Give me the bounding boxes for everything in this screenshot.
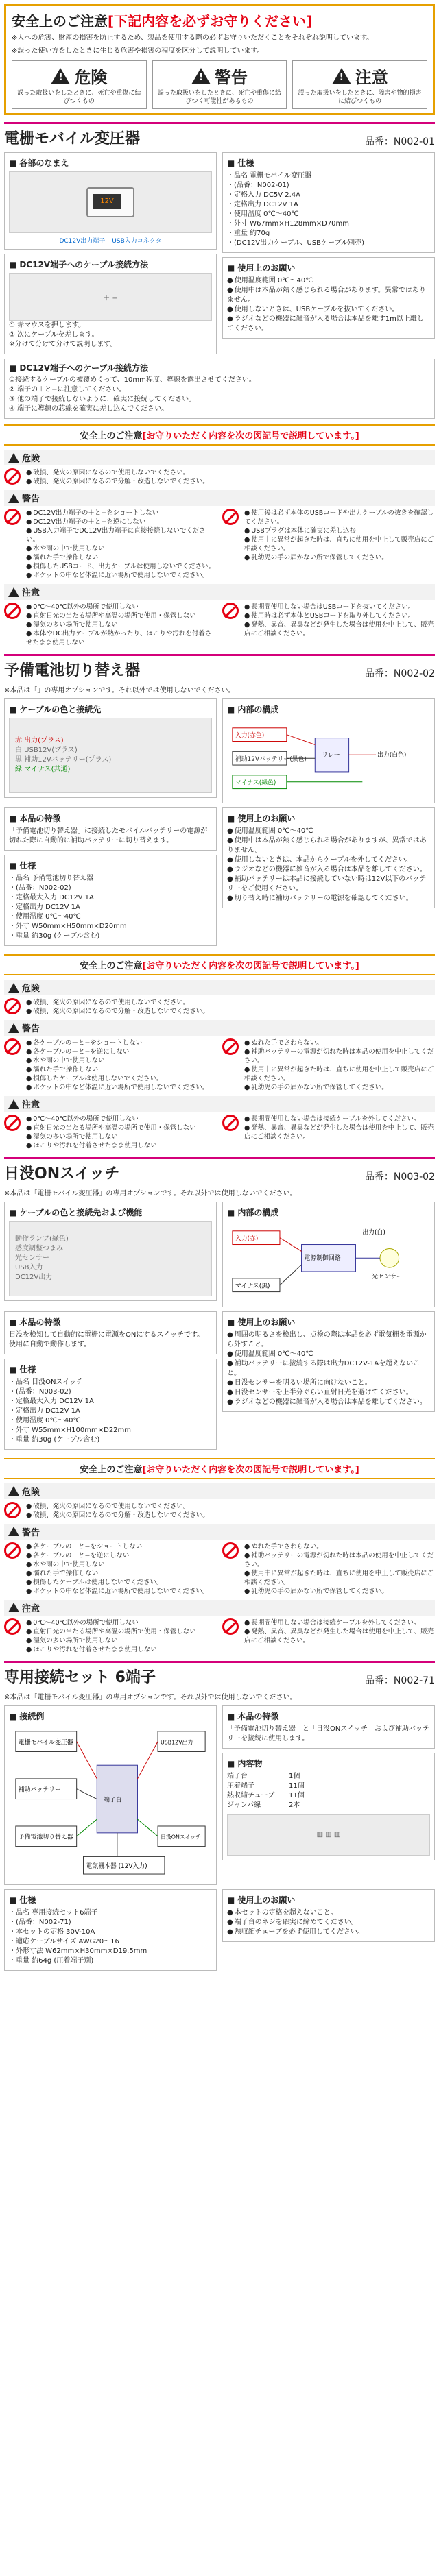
warning-triangle-icon xyxy=(8,1527,19,1536)
danger-block xyxy=(4,450,435,486)
warn-line: ● 長期間使用しない場合はUSBコードを抜いてください。 xyxy=(244,603,435,611)
diagram-label: 補助バッテリー xyxy=(18,1786,61,1794)
warn-line: ● 0℃〜40℃以外の場所で使用しない xyxy=(26,1618,217,1627)
inner-label: リレー xyxy=(322,752,340,760)
warning-header xyxy=(4,424,435,446)
prohibited-icon xyxy=(222,603,239,619)
purpose-panel xyxy=(222,1705,435,1749)
spec-line: ・ 外寸 W50mm×H50mm×D20mm xyxy=(9,922,212,932)
inner-label: マイナス(黒) xyxy=(235,1283,270,1291)
warn-line: ● ぬれた手でさわらない。 xyxy=(244,1038,435,1047)
warn-line: ● 各ケーブルの＋と−をショートしない xyxy=(26,1542,217,1551)
spec-panel xyxy=(222,152,435,253)
panel-heading: ■ DC12V端子へのケーブル接続方法 xyxy=(9,258,212,270)
cable-label: 感度調整つまみ xyxy=(15,1245,63,1253)
connection-example-panel xyxy=(4,1705,217,1885)
contents-qty: 11個 xyxy=(289,1791,305,1799)
hazard-desc: 誤った取扱いをしたときに、死亡や重傷に結びつく可能性があるもの xyxy=(158,90,282,105)
hazard-caution xyxy=(292,60,427,109)
purpose-line: 「予備電池切り替え器」と「日没ONスイッチ」および補助バッテリーを接続に使用します。 xyxy=(227,1725,429,1742)
diagram-label: 端子台 xyxy=(104,1797,122,1804)
prohibited-icon xyxy=(4,603,21,619)
inner-label: 入力(赤) xyxy=(235,1236,259,1243)
hazard-desc: 誤った取扱いをしたときに、障害や物的損害に結びつくもの xyxy=(298,90,422,105)
danger-block xyxy=(4,980,435,1016)
usage-line: ● ラジオなどの機器に雑音が入る場合は本品を離してください。 xyxy=(227,865,430,875)
spec-line: ・ 使用温度 0℃〜40℃ xyxy=(9,912,212,922)
caution-block xyxy=(4,1600,435,1654)
section-title: 日没ONスイッチ xyxy=(4,1165,120,1183)
panel-heading: ■ 内部の構成 xyxy=(227,703,430,715)
spec-line: ・ 本セットの定格 30V-10A xyxy=(9,1928,212,1937)
warn-tag-label: 注意 xyxy=(22,1603,40,1614)
cable-panel xyxy=(4,698,217,798)
section-note: ※本品は「電栅モバイル変圧器」の専用オプションです。それ以外では使用しないでください。 xyxy=(4,1693,297,1701)
usage-line: ● 日没センサーを明るい場所に向けないこと。 xyxy=(227,1378,430,1388)
spec-line: ・ 使用温度 0℃〜40℃ xyxy=(9,1416,212,1426)
warn-line: ● 湿気の多い場所で使用しない xyxy=(26,620,217,629)
warn-line: ● 破損、発火の原因になるので使用しないでください。 xyxy=(26,1502,435,1511)
warn-line: ● USB入力端子でDC12V出力端子に直接接続しないでください。 xyxy=(26,526,217,544)
warn-line: ● 0℃〜40℃以外の場所で使用しない xyxy=(26,1115,217,1123)
warning-header-text: 安全上のご注意 xyxy=(80,431,143,441)
inner-label: 補助12Vバッテリー(黒色) xyxy=(235,756,307,764)
panel-heading: ■ 使用上のお願い xyxy=(227,262,430,274)
prohibited-icon xyxy=(4,1115,21,1131)
cable-note: ③ 他の端子で接続しないように、確実に接続してください。 xyxy=(9,396,196,403)
section-sunset-switch xyxy=(4,1157,435,1653)
section-title: 専用接続セット 6端子 xyxy=(4,1668,156,1686)
hazard-danger xyxy=(12,60,147,109)
warn-line: ● ポケットの中など体温に近い場所で使用しないでください。 xyxy=(26,571,217,580)
panel-heading: ■ 接続例 xyxy=(9,1710,212,1722)
spec-line: ・ (品番：N002-01) xyxy=(227,181,430,191)
prohibited-icon xyxy=(4,509,21,525)
warn-line: ● 使用中に異常が起きた時は、直ちに使用を中止して販売店にご相談ください。 xyxy=(244,535,435,553)
caution-block xyxy=(4,1096,435,1150)
usage-line: ● 熱収縮チューブを必ず使用してください。 xyxy=(227,1928,430,1937)
spec-line: ・ 使用温度 0℃〜40℃ xyxy=(227,210,430,219)
panel-heading: ■ 仕様 xyxy=(9,1894,212,1906)
prohibited-icon xyxy=(222,1115,239,1131)
step-line: ※分けて分けて分けて説明します。 xyxy=(9,341,117,348)
diagram-label: 日没ONスイッチ xyxy=(161,1834,202,1840)
warning-triangle-icon xyxy=(8,1023,19,1033)
switch-photo xyxy=(9,1221,212,1296)
cable-label: 赤 出力(プラス) xyxy=(15,737,64,744)
hazard-word: 危険 xyxy=(74,68,108,87)
warn-line: ● 直射日光の当たる場所や高温の場所で使用・保管しない xyxy=(26,611,217,620)
panel-heading: ■ ケーブルの色と接続先 xyxy=(9,703,212,715)
warn-line: ● 補助バッテリーの電源が切れた時は本品の使用を中止してください。 xyxy=(244,1551,435,1569)
warn-line: ● ポケットの中など体温に近い場所で使用しないでください。 xyxy=(26,1587,217,1596)
spec-line: ・ (品番：N002-02) xyxy=(9,884,212,893)
usage-line: ● 使用温度範囲 0℃〜40℃ xyxy=(227,827,430,836)
warn-line: ● DC12V出力端子の＋と−をショートしない xyxy=(26,509,217,518)
warn-line: ● ほこりや汚れを付着させたまま使用しない xyxy=(26,1645,217,1654)
warn-line: ● ほこりや汚れを付着させたまま使用しない xyxy=(26,1141,217,1150)
prohibited-icon xyxy=(4,1542,21,1559)
prohibited-icon xyxy=(4,998,21,1014)
spec-line: ・ 外寸 W55mm×H100mm×D22mm xyxy=(9,1426,212,1435)
spec-line: ・ 定格入力 DC5V 2.4A xyxy=(227,191,430,200)
purpose-line: 「予備電池切り替え器」に接続したモバイルバッテリーの電源が切れた際に自動的に補助バッテリーに切り替えます。 xyxy=(9,827,208,845)
usage-panel xyxy=(222,807,435,908)
usage-line: ● 使用しないときは、USBケーブルを抜いてください。 xyxy=(227,305,430,315)
usage-line: ● ラジオなどの機器に雑音が入る場合は本品を離す1m以上離してください。 xyxy=(227,315,430,334)
cable-note: ④ 端子に導線の芯線を確実に差し込んでください。 xyxy=(9,405,169,413)
cable-note: ② 端子の＋と−に注意してください。 xyxy=(9,386,126,393)
warn-line: ● 発熱、異音、異臭などが発生した場合は使用を中止して、販売店にご相談ください。 xyxy=(244,1627,435,1645)
parts-panel xyxy=(4,152,217,250)
warn-line: ● 破損、発火の原因になるので分解・改造しないでください。 xyxy=(26,1511,435,1520)
warn-tag-label: 警告 xyxy=(22,1527,40,1538)
safety-intro-1: ※人への危害、財産の損害を防止するため、製品を使用する際の必ずお守りいただくことをそれぞれ説明しています。 xyxy=(12,34,374,42)
spec-line: ・ 外形寸法 W62mm×H30mm×D19.5mm xyxy=(9,1947,212,1956)
warn-line: ● 湿気の多い場所で使用しない xyxy=(26,1636,217,1645)
diagram-label: USB12V出力 xyxy=(161,1739,193,1746)
usage-line: ● 使用中は本品が熱く感じられる場合があります。異常ではありません。 xyxy=(227,286,430,305)
panel-heading: ■ 使用上のお願い xyxy=(227,1894,430,1906)
usage-line: ● 使用しないときは、本品からケーブルを外してください。 xyxy=(227,855,430,865)
contents-row xyxy=(227,1791,430,1801)
warn-line: ● 直射日光の当たる場所や高温の場所で使用・保管しない xyxy=(26,1123,217,1132)
warn-line: ● 使用時は必ず本体とUSBコードを取り外してください。 xyxy=(244,611,435,620)
panel-heading: ■ 各部のなまえ xyxy=(9,157,212,169)
warning-triangle-icon xyxy=(8,983,19,993)
inner-circuit-diagram xyxy=(227,1221,430,1302)
warn-line: ● 乳幼児の手の届かない所で保管してください。 xyxy=(244,1083,435,1092)
warn-line: ● 破損、発火の原因になるので分解・改造しないでください。 xyxy=(26,1007,435,1016)
page xyxy=(0,4,439,1989)
prohibited-icon xyxy=(4,468,21,485)
contents-row xyxy=(227,1782,430,1791)
cable-label: 光センサー xyxy=(15,1254,49,1263)
inner-label: 電源制御回路 xyxy=(304,1255,341,1263)
warn-line: ● 補助バッテリーの電源が切れた時は本品の使用を中止してください。 xyxy=(244,1047,435,1065)
warning-triangle-icon xyxy=(332,68,351,84)
warn-tag-label: 危険 xyxy=(22,1487,40,1498)
warning-triangle-icon xyxy=(8,587,19,597)
inner-label: 光センサー xyxy=(372,1274,403,1281)
warning-triangle-icon xyxy=(8,453,19,463)
panel-heading: ■ 使用上のお願い xyxy=(227,812,430,824)
cable-note-box xyxy=(4,359,435,419)
panel-heading: ■ 仕様 xyxy=(9,1363,212,1375)
spec-line: ・ 重量 約30g (ケーブル含む) xyxy=(9,1435,212,1445)
usage-panel xyxy=(222,257,435,339)
spec-line: ・ 定格出力 DC12V 1A xyxy=(227,200,430,210)
warn-line: ● 破損、発火の原因になるので使用しないでください。 xyxy=(26,998,435,1007)
warn-line: ● 水や雨の中で使用しない xyxy=(26,544,217,553)
usage-line: ● 切り替え時に補助バッテリーの電源を確認してください。 xyxy=(227,894,430,903)
spec-panel xyxy=(4,1889,217,1971)
contents-row xyxy=(227,1801,430,1810)
warn-line: ● 損傷したUSBコード、出力ケーブルは使用しないでください。 xyxy=(26,562,217,571)
connection-diagram xyxy=(9,1725,212,1880)
hazard-warning xyxy=(152,60,287,109)
warning-triangle-icon xyxy=(8,1603,19,1612)
warn-line: ● 発熱、異音、異臭などが発生した場合は使用を中止して、販売店にご相談ください。 xyxy=(244,1123,435,1141)
safety-header xyxy=(4,4,435,115)
warn-line: ● 0℃〜40℃以外の場所で使用しない xyxy=(26,603,217,611)
panel-heading: ■ 本品の特徴 xyxy=(9,812,212,824)
warn-tag-label: 警告 xyxy=(22,1024,40,1035)
spec-line: ・ (DC12V出力ケーブル、USBケーブル別売) xyxy=(227,239,430,248)
contents-qty: 1個 xyxy=(289,1772,300,1780)
spec-line: ・ 定格出力 DC12V 1A xyxy=(9,1407,212,1416)
safety-title-bracket: [下記内容を必ずお守りください] xyxy=(108,13,313,29)
warning-header xyxy=(4,954,435,975)
contents-name: 熱収縮チューブ xyxy=(227,1791,275,1799)
warn-line: ● 損傷したケーブルは使用しないでください。 xyxy=(26,1074,217,1083)
prohibited-icon xyxy=(4,1038,21,1055)
diagram-label: 電栅モバイル変圧器 xyxy=(18,1739,73,1747)
warn-line: ● 濡れた手で操作しない xyxy=(26,553,217,562)
spec-line: ・ 重量 約30g (ケーブル含む) xyxy=(9,932,212,941)
panel-heading: ■ DC12V端子へのケーブル接続方法 xyxy=(9,363,430,373)
inner-panel xyxy=(222,1202,435,1307)
usage-line: ● 周囲の明るさを検出し、点検の際は本品を必ず電気栅を電源から外すこと。 xyxy=(227,1330,430,1350)
spec-line: ・ 定格最大入力 DC12V 1A xyxy=(9,1397,212,1407)
warn-line: ● 使用中に異常が起きた時は、直ちに使用を中止して販売店にご相談ください。 xyxy=(244,1569,435,1587)
section-title: 電栅モバイル変圧器 xyxy=(4,130,141,147)
cable-label: 動作ランプ(緑色) xyxy=(15,1235,69,1243)
spec-line: ・ 外寸 W67mm×H128mm×D70mm xyxy=(227,219,430,229)
warn-line: ● USBプラグは本体に確実に差し込む xyxy=(244,526,435,535)
spec-line: ・ 品名 予備電池切り替え器 xyxy=(9,874,212,884)
warn-line: ● 水や雨の中で使用しない xyxy=(26,1056,217,1065)
warning-block xyxy=(4,1524,435,1596)
inner-circuit-diagram xyxy=(227,718,430,799)
section-connection-set xyxy=(4,1661,435,1975)
purpose-line: 日没を検知して自動的に電栅に電源をONにするスイッチです。 xyxy=(9,1330,204,1339)
warn-line: ● 破損、発火の原因になるので分解・改造しないでください。 xyxy=(26,477,435,486)
warn-line: ● 破損、発火の原因になるので使用しないでください。 xyxy=(26,468,435,477)
product-code: 品番：N002-01 xyxy=(364,136,435,147)
contents-panel xyxy=(222,1753,435,1860)
warning-header xyxy=(4,1458,435,1479)
safety-intro-2: ※誤った使い方をしたときに生じる危害や損害の程度を区分して説明しています。 xyxy=(12,47,264,55)
safety-title xyxy=(12,10,427,30)
diagram-label: 予備電池切り替え器 xyxy=(18,1834,73,1841)
cable-label: 緑 マイナス(共通) xyxy=(15,766,71,773)
inner-label: 入力(赤色) xyxy=(235,732,265,740)
section-note: ※本品は「」の専用オプションです。それ以外では使用しないでください。 xyxy=(4,687,235,694)
warning-header-red: [お守りいただく内容を次の図記号で説明しています。] xyxy=(142,431,359,441)
section-backup-switcher xyxy=(4,654,435,1150)
warn-line: ● 使用後は必ず本体のUSBコードや出力ケーブルの抜きを確認してください。 xyxy=(244,509,435,526)
inner-panel xyxy=(222,698,435,803)
spec-line: ・ 品名 電栅モバイル変圧器 xyxy=(227,171,430,181)
usage-line: ● 使用温度範囲 0℃〜40℃ xyxy=(227,1350,430,1359)
prohibited-icon xyxy=(222,1542,239,1559)
prohibited-icon xyxy=(222,1618,239,1635)
inner-label: マイナス(緑色) xyxy=(235,779,276,787)
warn-line: ● 乳幼児の手の届かない所で保管してください。 xyxy=(244,553,435,562)
purpose-line: 使用に自動で動作します。 xyxy=(9,1340,91,1348)
danger-block xyxy=(4,1483,435,1520)
warning-block xyxy=(4,1020,435,1092)
section-note: ※本品は「電栅モバイル変圧器」の専用オプションです。それ以外では使用しないでください。 xyxy=(4,1190,297,1198)
warning-triangle-icon xyxy=(8,1486,19,1496)
warning-block xyxy=(4,490,435,580)
warn-tag-label: 注意 xyxy=(22,588,40,598)
cable-note: ①接続するケーブルの被覆めくって、10mm程度、導線を露出させてください。 xyxy=(9,376,256,384)
caution-block xyxy=(4,584,435,647)
cable-panel xyxy=(4,1202,217,1301)
warn-line: ● 乳幼児の手の届かない所で保管してください。 xyxy=(244,1587,435,1596)
panel-heading: ■ ケーブルの色と接続先および機能 xyxy=(9,1206,212,1218)
contents-row xyxy=(227,1772,430,1782)
panel-heading: ■ 仕様 xyxy=(9,860,212,871)
cable-label: 黒 補助12Vバッテリー(プラス) xyxy=(15,756,112,764)
contents-name: 圧着端子 xyxy=(227,1782,254,1790)
spec-line: ・ (品番：N003-02) xyxy=(9,1387,212,1397)
purpose-panel xyxy=(4,807,217,851)
step-line: ② 次にケーブルを差します。 xyxy=(9,331,99,339)
warn-tag-label: 危険 xyxy=(22,984,40,995)
diagram-label: 電気栅本器 (12V入力) xyxy=(86,1862,147,1870)
cable-label: USB入力 xyxy=(15,1264,43,1272)
warn-line: ● 長期間使用しない場合は接続ケーブルを外してください。 xyxy=(244,1618,435,1627)
cable-label: 白 USB12V(プラス) xyxy=(15,746,78,754)
warn-line: ● 湿気の多い場所で使用しない xyxy=(26,1132,217,1141)
warn-line: ● 直射日光の当たる場所や高温の場所で使用・保管しない xyxy=(26,1627,217,1636)
warning-triangle-icon xyxy=(191,68,211,84)
usage-line: ● 本セットの定格を超えないこと。 xyxy=(227,1908,430,1918)
section-mobile-transformer xyxy=(4,122,435,647)
usage-line: ● 使用温度範囲 0℃〜40℃ xyxy=(227,276,430,286)
product-code: 品番：N002-71 xyxy=(364,1675,435,1686)
cable-photo xyxy=(9,718,212,793)
spec-line: ・ 品名 専用接続セット6端子 xyxy=(9,1908,212,1918)
contents-qty: 2本 xyxy=(289,1801,300,1809)
spec-line: ・ 定格最大入力 DC12V 1A xyxy=(9,893,212,903)
warning-header-text: 安全上のご注意 xyxy=(80,961,143,972)
warn-line: ● 損傷したケーブルは使用しないでください。 xyxy=(26,1578,217,1587)
device-photo: 12V xyxy=(9,171,212,233)
usage-panel xyxy=(222,1889,435,1942)
prohibited-icon xyxy=(4,1618,21,1635)
purpose-panel xyxy=(4,1311,217,1354)
part-label: USB入力コネクタ xyxy=(112,238,162,245)
warn-line: ● 本体やDC出力ケーブルが熱かったり、ほこりや汚れを付着させたまま使用しない xyxy=(26,629,217,647)
warning-triangle-icon xyxy=(51,68,70,84)
warn-line: ● 濡れた手で操作しない xyxy=(26,1065,217,1074)
inner-label: 出力(白色) xyxy=(377,752,407,760)
hazard-row xyxy=(12,60,427,109)
usage-line: ● 補助バッテリーに接続する際は出力DC12V-1Aを超えないこと。 xyxy=(227,1359,430,1378)
connection-photo: ＋ − xyxy=(9,273,212,321)
warning-header-red: [お守りいただく内容を次の図記号で説明しています。] xyxy=(142,1464,359,1475)
usage-panel xyxy=(222,1311,435,1412)
step-line: ① 赤マウスを押します。 xyxy=(9,321,86,329)
inner-label: 出力(白) xyxy=(362,1230,385,1237)
warning-triangle-icon xyxy=(8,494,19,503)
hazard-desc: 誤った取扱いをしたときに、死亡や重傷に結びつくもの xyxy=(17,90,141,105)
section-title: 予備電池切り替え器 xyxy=(4,662,141,679)
warn-line: ● DC12V出力端子の＋と−を逆にしない xyxy=(26,518,217,526)
usage-line: ● 使用中は本品が熱く感じられる場合がありますが、異常ではありません。 xyxy=(227,836,430,855)
warn-line: ● ぬれた手でさわらない。 xyxy=(244,1542,435,1551)
warn-tag-label: 注意 xyxy=(22,1100,40,1111)
warn-line: ● 長期間使用しない場合は接続ケーブルを外してください。 xyxy=(244,1115,435,1123)
warn-line: ● ポケットの中など体温に近い場所で使用しないでください。 xyxy=(26,1083,217,1092)
panel-heading: ■ 内部の構成 xyxy=(227,1206,430,1218)
spec-line: ・ 定格出力 DC12V 1A xyxy=(9,903,212,912)
warn-line: ● 水や雨の中で使用しない xyxy=(26,1560,217,1569)
connection-panel xyxy=(4,254,217,354)
warn-line: ● 各ケーブルの＋と−を逆にしない xyxy=(26,1047,217,1056)
warn-line: ● 各ケーブルの＋と−を逆にしない xyxy=(26,1551,217,1560)
warn-line: ● 発熱、異音、異臭などが発生した場合は使用を中止して、販売店にご相談ください。 xyxy=(244,620,435,638)
warn-line: ● 濡れた手で操作しない xyxy=(26,1569,217,1578)
warning-triangle-icon xyxy=(8,1099,19,1109)
panel-heading: ■ 本品の特徴 xyxy=(9,1316,212,1328)
usage-line: ● ラジオなどの機器に雑音が入る場合は本品を離してください。 xyxy=(227,1398,430,1407)
prohibited-icon xyxy=(222,1038,239,1055)
contents-qty: 11個 xyxy=(289,1782,305,1790)
panel-heading: ■ 仕様 xyxy=(227,157,430,169)
spec-line: ・ 品名 日没ONスイッチ xyxy=(9,1378,212,1387)
usage-line: ● 日没センサーを上半分ぐらい直射日光を避けてください。 xyxy=(227,1388,430,1398)
part-label: DC12V出力端子 xyxy=(59,238,106,245)
warn-line: ● 各ケーブルの＋と−をショートしない xyxy=(26,1038,217,1047)
contents-photo: ▥ ▥ ▥ xyxy=(227,1814,430,1856)
panel-heading: ■ 内容物 xyxy=(227,1758,430,1769)
prohibited-icon xyxy=(222,509,239,525)
warning-header-text: 安全上のご注意 xyxy=(80,1464,143,1475)
warn-tag-label: 危険 xyxy=(22,454,40,464)
hazard-word: 注意 xyxy=(355,68,388,87)
warning-header-red: [お守りいただく内容を次の図記号で説明しています。] xyxy=(142,961,359,972)
contents-name: 端子台 xyxy=(227,1772,248,1780)
hazard-word: 警告 xyxy=(215,68,248,87)
safety-title-prefix: 安全上のご注意 xyxy=(12,13,108,29)
spec-panel xyxy=(4,1359,217,1450)
spec-line: ・ 重量 約64g (圧着端子別) xyxy=(9,1956,212,1966)
usage-line: ● 補助バッテリーは本品に接続していない時は12V以下のバッテリーをご使用ください。 xyxy=(227,875,430,894)
spec-panel xyxy=(4,855,217,946)
warn-tag-label: 警告 xyxy=(22,494,40,505)
panel-heading: ■ 使用上のお願い xyxy=(227,1316,430,1328)
cable-label: DC12V出力 xyxy=(15,1274,53,1282)
panel-heading: ■ 本品の特徴 xyxy=(227,1710,430,1722)
product-code: 品番：N002-02 xyxy=(364,668,435,679)
spec-line: ・ (品番：N002-71) xyxy=(9,1918,212,1928)
usage-line: ● 端子台のネジを確実に締めてください。 xyxy=(227,1918,430,1928)
spec-line: ・ 適応ケーブルサイズ AWG20〜16 xyxy=(9,1937,212,1947)
warn-line: ● 使用中に異常が起きた時は、直ちに使用を中止して販売店にご相談ください。 xyxy=(244,1065,435,1083)
spec-line: ・ 重量 約70g xyxy=(227,229,430,239)
contents-name: ジャンパ線 xyxy=(227,1801,261,1809)
prohibited-icon xyxy=(4,1502,21,1518)
product-code: 品番：N003-02 xyxy=(364,1171,435,1183)
